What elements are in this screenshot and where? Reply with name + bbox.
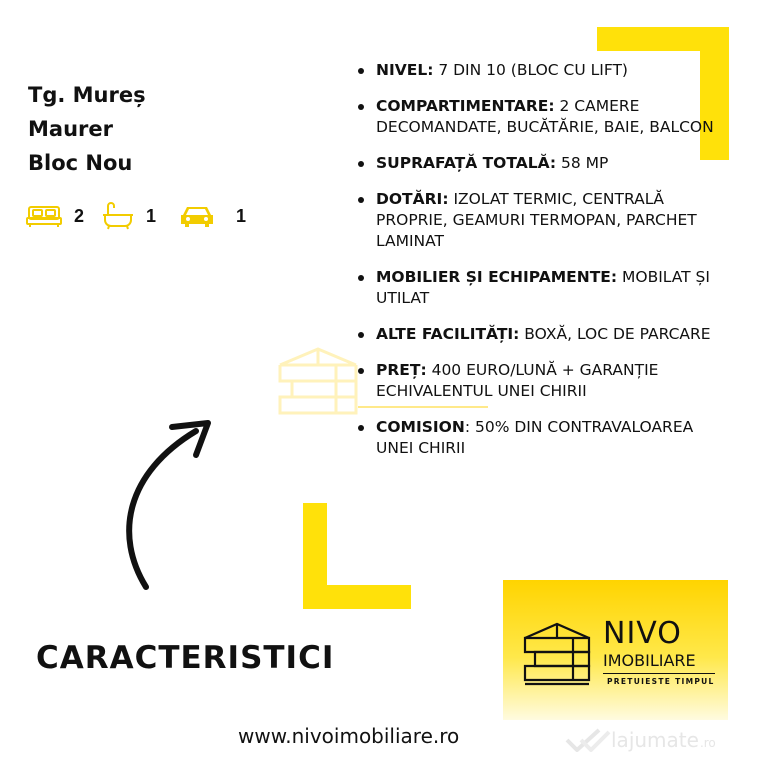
amenities-row: [26, 200, 246, 232]
bathtub-icon: [102, 201, 134, 231]
building-logo-icon: [523, 622, 591, 688]
location-block: [28, 78, 146, 180]
bathrooms-count: 1: [146, 205, 157, 226]
feature-key: SUPRAFAȚĂ TOTALĂ:: [376, 154, 557, 172]
bed-icon: [26, 204, 62, 228]
feature-value: MOBILAT ȘI UTILAT: [376, 268, 710, 307]
feature-item: [358, 417, 718, 459]
watermark-tld: .ro: [699, 736, 716, 750]
logo-tagline: PRETUIESTE TIMPUL: [607, 677, 715, 686]
watermark-building-icon: [276, 345, 360, 423]
amenity-bedrooms: [26, 204, 84, 228]
features-list: [358, 60, 718, 474]
location-area: Maurer: [28, 117, 113, 141]
feature-value: 400 EURO/LUNĂ + GARANȚIE ECHIVALENTUL UNEI CHIRII: [376, 361, 659, 400]
car-icon: [180, 203, 214, 229]
website-url: www.nivoimobiliare.ro: [238, 724, 460, 748]
feature-key: DOTĂRI:: [376, 190, 449, 208]
feature-key: COMISION: [376, 418, 465, 436]
feature-key: NIVEL:: [376, 61, 434, 79]
marketplace-watermark: [565, 728, 716, 752]
feature-key: PREȚ:: [376, 361, 427, 379]
feature-value: 58 MP: [556, 154, 609, 172]
curved-arrow-icon: [100, 415, 220, 595]
feature-item: [358, 189, 718, 252]
feature-item: [358, 153, 718, 174]
parking-count: 1: [236, 205, 247, 226]
feature-item: [358, 96, 718, 138]
watermark-name: lajumate: [611, 728, 699, 752]
page-title: CARACTERISTICI: [36, 640, 335, 676]
checkmark-logo-icon: [565, 728, 611, 752]
location-city: Tg. Mureș: [28, 83, 146, 107]
amenity-bathrooms: [102, 201, 156, 231]
feature-item: [358, 360, 718, 402]
location-building: Bloc Nou: [28, 151, 133, 175]
feature-item: [358, 267, 718, 309]
feature-value: 2 CAMERE DECOMANDATE, BUCĂTĂRIE, BAIE, BALCON: [376, 97, 714, 136]
feature-item: [358, 60, 718, 81]
logo-title: NIVO: [603, 616, 682, 651]
logo-subtitle: IMOBILIARE: [603, 651, 696, 670]
logo-divider: [603, 673, 715, 674]
brand-logo: [503, 580, 728, 720]
feature-item: [358, 324, 718, 345]
feature-value: BOXĂ, LOC DE PARCARE: [519, 325, 711, 343]
bedrooms-count: 2: [74, 205, 85, 226]
feature-key: MOBILIER ȘI ECHIPAMENTE:: [376, 268, 618, 286]
feature-value: : 50% DIN CONTRAVALOAREA UNEI CHIRII: [376, 418, 694, 457]
feature-key: COMPARTIMENTARE:: [376, 97, 555, 115]
deco-bottom-left-bar-horizontal: [303, 585, 411, 609]
feature-value: IZOLAT TERMIC, CENTRALĂ PROPRIE, GEAMURI TERMOPAN, PARCHET LAMINAT: [376, 190, 697, 250]
amenity-parking: [180, 203, 246, 229]
feature-key: ALTE FACILITĂȚI:: [376, 325, 520, 343]
feature-value: 7 DIN 10 (BLOC CU LIFT): [433, 61, 628, 79]
